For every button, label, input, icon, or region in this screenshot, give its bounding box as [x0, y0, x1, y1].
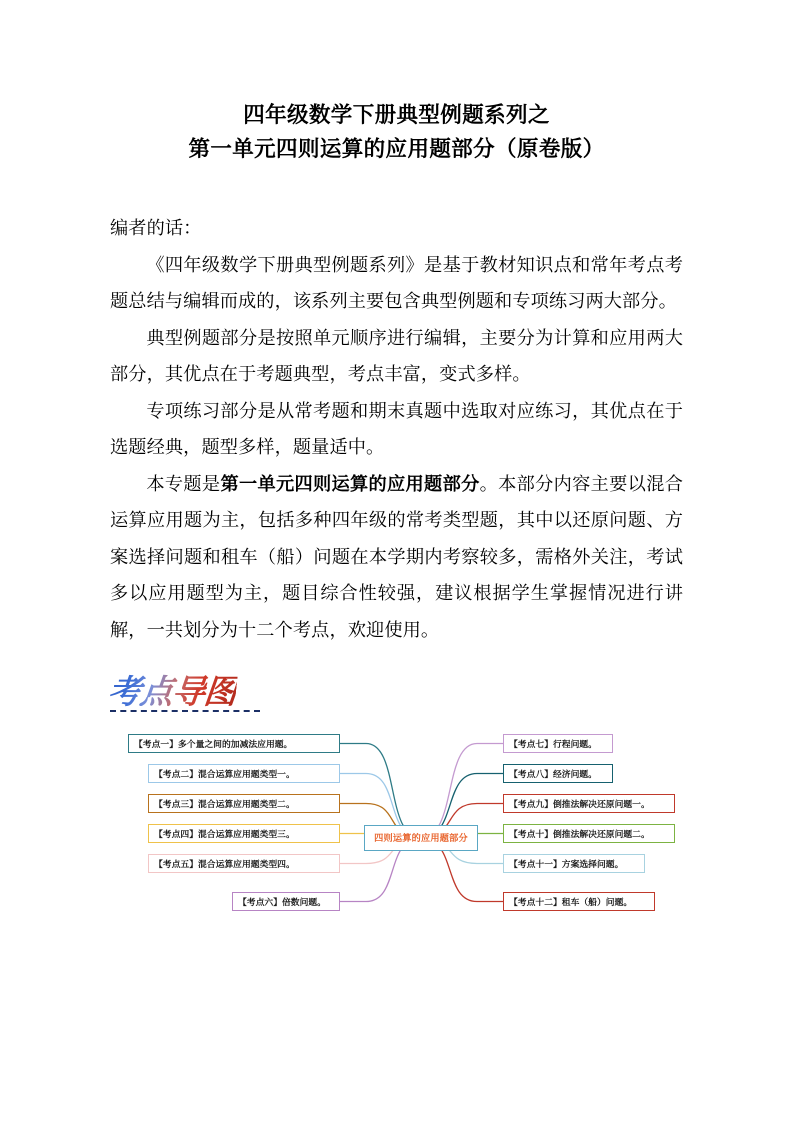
mindmap-center-node[interactable]	[364, 825, 478, 851]
mindmap-center-label: 四则运算的应用题部分	[374, 832, 468, 843]
mindmap-node-right-3[interactable]	[503, 794, 675, 813]
mindmap-node-right-1[interactable]	[503, 734, 613, 753]
paragraph-4-prefix: 本专题是	[146, 473, 221, 494]
mindmap-node-label: 【考点四】混合运算应用题类型三。	[154, 828, 295, 839]
mindmap-connector	[421, 744, 503, 839]
title-line-1: 四年级数学下册典型例题系列之	[243, 103, 550, 127]
paragraph-1: 《四年级数学下册典型例题系列》是基于教材知识点和常年考点考题总结与编辑而成的，该系列主要包含典型例题和专项练习两大部分。	[110, 254, 683, 311]
title-line-2: 第一单元四则运算的应用题部分（原卷版）	[188, 137, 605, 161]
mindmap-node-label: 【考点二】混合运算应用题类型一。	[154, 768, 295, 779]
mindmap-diagram	[108, 726, 688, 941]
paragraph-2: 典型例题部分是按照单元顺序进行编辑，主要分为计算和应用两大部分，其优点在于考题典型，考点丰富，变式多样。	[110, 327, 683, 384]
preface-label: 编者的话：	[110, 218, 202, 238]
paragraph-4-bold: 第一单元四则运算的应用题部分	[220, 473, 480, 494]
section-heading-text: 考点导图	[106, 673, 238, 710]
mindmap-connector	[340, 744, 421, 839]
mindmap-node-left-2[interactable]	[148, 764, 340, 783]
section-heading-decorative	[106, 673, 683, 720]
preface-body	[110, 210, 683, 648]
page-title	[110, 0, 683, 166]
mindmap-node-label: 【考点九】倒推法解决还原问题一。	[509, 798, 650, 809]
paragraph-3: 专项练习部分是从常考题和期末真题中选取对应练习，其优点在于选题经典，题型多样，题量适中。	[110, 400, 683, 457]
mindmap-node-left-3[interactable]	[148, 794, 340, 813]
mindmap-node-right-5[interactable]	[503, 854, 645, 873]
mindmap-node-right-4[interactable]	[503, 824, 675, 843]
paragraph-4-suffix: 。本部分内容主要以混合运算应用题为主，包括多种四年级的常考类型题，其中以还原问题、方案选择问题和租车（船）问题在本学期内考察较多，需格外关注，考试多以应用题型为主，题目综合性较强，建议根据学生掌握情况进行讲解，一共划分为十二个考点，欢迎使用。	[110, 473, 683, 640]
mindmap-node-label: 【考点六】倍数问题。	[238, 896, 326, 907]
mindmap-node-label: 【考点八】经济问题。	[509, 768, 597, 779]
mindmap-node-left-6[interactable]	[232, 892, 340, 911]
section-heading-underline	[110, 710, 260, 712]
paragraph-4	[110, 466, 683, 649]
mindmap-node-right-2[interactable]	[503, 764, 613, 783]
mindmap-node-left-4[interactable]	[148, 824, 340, 843]
mindmap-node-label: 【考点十一】方案选择问题。	[509, 858, 624, 869]
mindmap-node-left-5[interactable]	[148, 854, 340, 873]
mindmap-node-label: 【考点五】混合运算应用题类型四。	[154, 858, 295, 869]
mindmap-node-label: 【考点十】倒推法解决还原问题二。	[509, 828, 650, 839]
mindmap-node-label: 【考点十二】租车（船）问题。	[509, 896, 633, 907]
mindmap-node-label: 【考点三】混合运算应用题类型二。	[154, 798, 295, 809]
mindmap-node-label: 【考点一】多个量之间的加减法应用题。	[134, 738, 293, 749]
mindmap-node-label: 【考点七】行程问题。	[509, 738, 597, 749]
mindmap-node-right-6[interactable]	[503, 892, 655, 911]
mindmap-node-left-1[interactable]	[128, 734, 340, 753]
